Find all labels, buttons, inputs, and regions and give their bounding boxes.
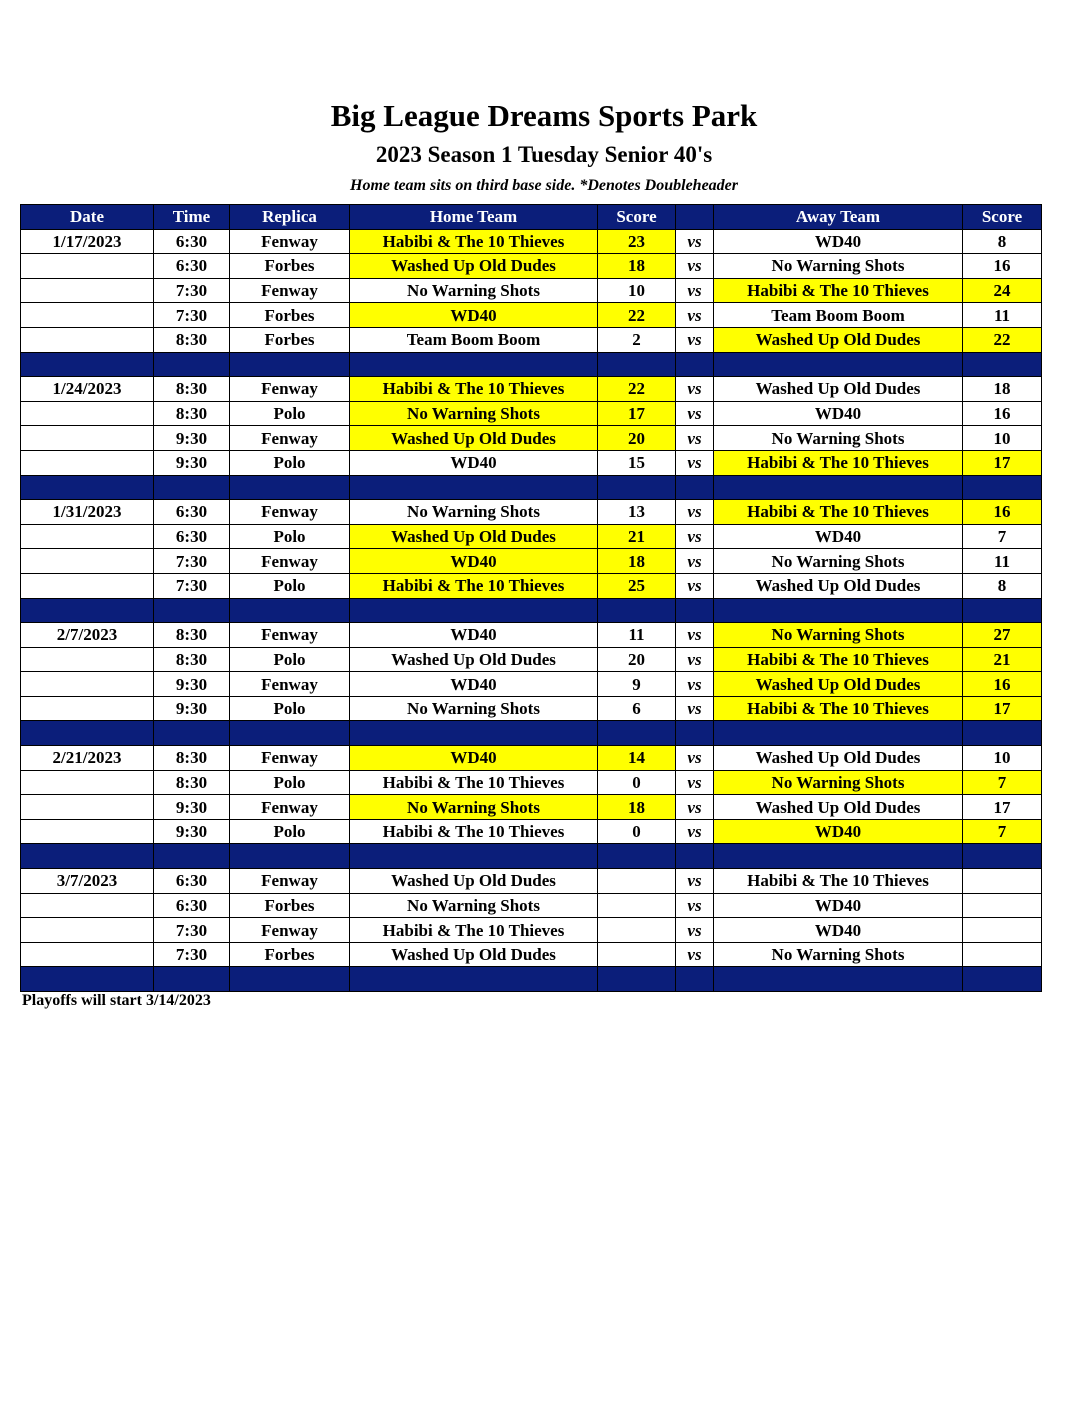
away-score: 17 [963, 450, 1042, 475]
separator-cell [350, 475, 598, 500]
footer-note: Playoffs will start 3/14/2023 [22, 992, 211, 1009]
separator-cell [963, 721, 1042, 746]
away-score: 16 [963, 672, 1042, 697]
game-time: 7:30 [154, 573, 230, 598]
home-team: WD40 [350, 303, 598, 328]
game-date: 1/17/2023 [21, 229, 154, 254]
away-team: WD40 [714, 893, 963, 918]
game-replica: Forbes [230, 893, 350, 918]
home-team: Washed Up Old Dudes [350, 254, 598, 279]
game-row [21, 327, 1042, 352]
separator-cell [963, 598, 1042, 623]
home-score: 9 [598, 672, 676, 697]
away-score: 17 [963, 696, 1042, 721]
home-score: 18 [598, 254, 676, 279]
game-date [21, 647, 154, 672]
separator-cell [350, 967, 598, 992]
game-replica: Fenway [230, 918, 350, 943]
game-time: 9:30 [154, 450, 230, 475]
away-score: 7 [963, 819, 1042, 844]
home-score: 20 [598, 647, 676, 672]
separator-cell [963, 844, 1042, 869]
separator-cell [21, 598, 154, 623]
game-replica: Fenway [230, 746, 350, 771]
game-time: 9:30 [154, 672, 230, 697]
home-score [598, 918, 676, 943]
game-row [21, 770, 1042, 795]
away-score [963, 869, 1042, 894]
home-score: 20 [598, 426, 676, 451]
away-score: 16 [963, 401, 1042, 426]
away-score: 22 [963, 327, 1042, 352]
vs-label: vs [676, 672, 714, 697]
schedule-table [20, 204, 1042, 992]
separator-cell [21, 352, 154, 377]
game-date [21, 696, 154, 721]
away-score: 17 [963, 795, 1042, 820]
vs-label: vs [676, 623, 714, 648]
vs-label: vs [676, 303, 714, 328]
away-score: 27 [963, 623, 1042, 648]
week-separator-row [21, 352, 1042, 377]
game-date [21, 278, 154, 303]
game-time: 6:30 [154, 893, 230, 918]
separator-cell [714, 721, 963, 746]
home-team: No Warning Shots [350, 278, 598, 303]
away-team: No Warning Shots [714, 254, 963, 279]
week-separator-row [21, 598, 1042, 623]
col-header-time: Time [154, 205, 230, 230]
separator-cell [154, 475, 230, 500]
game-replica: Polo [230, 696, 350, 721]
game-row [21, 524, 1042, 549]
home-score [598, 869, 676, 894]
week-separator-row [21, 721, 1042, 746]
separator-cell [21, 844, 154, 869]
game-date [21, 426, 154, 451]
home-team: Habibi & The 10 Thieves [350, 377, 598, 402]
game-row [21, 450, 1042, 475]
away-team: No Warning Shots [714, 770, 963, 795]
game-time: 9:30 [154, 426, 230, 451]
away-team: No Warning Shots [714, 623, 963, 648]
col-header-home-score: Score [598, 205, 676, 230]
separator-cell [21, 475, 154, 500]
away-team: Washed Up Old Dudes [714, 327, 963, 352]
vs-label: vs [676, 942, 714, 967]
away-score: 11 [963, 303, 1042, 328]
game-replica: Fenway [230, 672, 350, 697]
away-score: 24 [963, 278, 1042, 303]
home-score: 23 [598, 229, 676, 254]
game-replica: Fenway [230, 278, 350, 303]
col-header-date: Date [21, 205, 154, 230]
game-row [21, 819, 1042, 844]
game-replica: Fenway [230, 869, 350, 894]
game-date [21, 524, 154, 549]
home-team: No Warning Shots [350, 696, 598, 721]
game-replica: Polo [230, 524, 350, 549]
game-replica: Fenway [230, 426, 350, 451]
away-score [963, 942, 1042, 967]
away-team: Washed Up Old Dudes [714, 746, 963, 771]
vs-label: vs [676, 869, 714, 894]
game-time: 8:30 [154, 746, 230, 771]
away-team: WD40 [714, 401, 963, 426]
game-time: 7:30 [154, 303, 230, 328]
home-team: Washed Up Old Dudes [350, 942, 598, 967]
home-score: 15 [598, 450, 676, 475]
away-score: 18 [963, 377, 1042, 402]
game-date [21, 893, 154, 918]
game-row [21, 647, 1042, 672]
game-time: 9:30 [154, 795, 230, 820]
game-time: 8:30 [154, 647, 230, 672]
home-score: 25 [598, 573, 676, 598]
home-score: 17 [598, 401, 676, 426]
game-row [21, 549, 1042, 574]
separator-cell [154, 598, 230, 623]
game-time: 8:30 [154, 377, 230, 402]
separator-cell [350, 721, 598, 746]
home-team: WD40 [350, 623, 598, 648]
game-row [21, 942, 1042, 967]
separator-cell [230, 967, 350, 992]
game-date: 1/24/2023 [21, 377, 154, 402]
game-time: 8:30 [154, 623, 230, 648]
week-separator-row [21, 844, 1042, 869]
vs-label: vs [676, 795, 714, 820]
home-team: WD40 [350, 746, 598, 771]
game-row [21, 377, 1042, 402]
page-title: Big League Dreams Sports Park [330, 98, 758, 133]
game-date: 2/7/2023 [21, 623, 154, 648]
away-score: 21 [963, 647, 1042, 672]
col-header-away-team: Away Team [714, 205, 963, 230]
separator-cell [676, 844, 714, 869]
separator-cell [676, 967, 714, 992]
separator-cell [598, 721, 676, 746]
home-team: Washed Up Old Dudes [350, 426, 598, 451]
separator-cell [676, 598, 714, 623]
separator-cell [154, 967, 230, 992]
separator-cell [598, 967, 676, 992]
home-team: Habibi & The 10 Thieves [350, 819, 598, 844]
home-score: 2 [598, 327, 676, 352]
home-score: 21 [598, 524, 676, 549]
separator-cell [598, 598, 676, 623]
vs-label: vs [676, 918, 714, 943]
away-team: Habibi & The 10 Thieves [714, 450, 963, 475]
game-time: 6:30 [154, 524, 230, 549]
col-header-replica: Replica [230, 205, 350, 230]
vs-label: vs [676, 549, 714, 574]
home-score: 18 [598, 549, 676, 574]
vs-label: vs [676, 696, 714, 721]
home-team: Habibi & The 10 Thieves [350, 229, 598, 254]
away-team: Team Boom Boom [714, 303, 963, 328]
vs-label: vs [676, 254, 714, 279]
separator-cell [154, 352, 230, 377]
game-row [21, 623, 1042, 648]
game-date [21, 303, 154, 328]
separator-cell [963, 475, 1042, 500]
separator-cell [350, 352, 598, 377]
home-score: 22 [598, 377, 676, 402]
game-date: 1/31/2023 [21, 500, 154, 525]
separator-cell [230, 475, 350, 500]
game-date [21, 672, 154, 697]
game-row [21, 918, 1042, 943]
home-score: 10 [598, 278, 676, 303]
game-time: 6:30 [154, 869, 230, 894]
separator-cell [676, 475, 714, 500]
separator-cell [154, 844, 230, 869]
away-score: 8 [963, 229, 1042, 254]
separator-cell [21, 721, 154, 746]
game-row [21, 500, 1042, 525]
game-replica: Polo [230, 401, 350, 426]
home-score: 0 [598, 819, 676, 844]
game-replica: Forbes [230, 327, 350, 352]
separator-cell [598, 475, 676, 500]
vs-label: vs [676, 327, 714, 352]
col-header-home-team: Home Team [350, 205, 598, 230]
vs-label: vs [676, 819, 714, 844]
away-score: 10 [963, 426, 1042, 451]
home-team: No Warning Shots [350, 795, 598, 820]
game-date [21, 573, 154, 598]
home-team: Habibi & The 10 Thieves [350, 770, 598, 795]
page-subtitle: 2023 Season 1 Tuesday Senior 40's [375, 142, 713, 167]
away-team: Habibi & The 10 Thieves [714, 696, 963, 721]
game-row [21, 573, 1042, 598]
game-date [21, 918, 154, 943]
home-score [598, 893, 676, 918]
game-replica: Polo [230, 450, 350, 475]
vs-label: vs [676, 500, 714, 525]
away-score: 10 [963, 746, 1042, 771]
game-replica: Forbes [230, 254, 350, 279]
game-time: 7:30 [154, 278, 230, 303]
separator-cell [714, 598, 963, 623]
away-team: Habibi & The 10 Thieves [714, 500, 963, 525]
vs-label: vs [676, 229, 714, 254]
game-replica: Polo [230, 573, 350, 598]
separator-cell [350, 598, 598, 623]
game-time: 7:30 [154, 918, 230, 943]
week-separator-row [21, 967, 1042, 992]
game-row [21, 426, 1042, 451]
home-score: 6 [598, 696, 676, 721]
separator-cell [230, 352, 350, 377]
week-separator-row [21, 475, 1042, 500]
game-date [21, 795, 154, 820]
away-team: Washed Up Old Dudes [714, 377, 963, 402]
game-row [21, 893, 1042, 918]
separator-cell [963, 967, 1042, 992]
col-header-away-score: Score [963, 205, 1042, 230]
away-score: 16 [963, 254, 1042, 279]
game-row [21, 278, 1042, 303]
game-time: 9:30 [154, 696, 230, 721]
schedule-body [21, 229, 1042, 991]
game-date: 2/21/2023 [21, 746, 154, 771]
vs-label: vs [676, 770, 714, 795]
vs-label: vs [676, 524, 714, 549]
away-team: Habibi & The 10 Thieves [714, 278, 963, 303]
game-date [21, 549, 154, 574]
game-row [21, 696, 1042, 721]
separator-cell [230, 844, 350, 869]
separator-cell [21, 967, 154, 992]
away-score [963, 918, 1042, 943]
game-replica: Forbes [230, 942, 350, 967]
away-team: Washed Up Old Dudes [714, 672, 963, 697]
vs-label: vs [676, 377, 714, 402]
away-score: 16 [963, 500, 1042, 525]
game-row [21, 303, 1042, 328]
game-replica: Fenway [230, 229, 350, 254]
home-team: No Warning Shots [350, 893, 598, 918]
vs-label: vs [676, 893, 714, 918]
game-time: 6:30 [154, 254, 230, 279]
separator-cell [714, 475, 963, 500]
vs-label: vs [676, 450, 714, 475]
away-team: Washed Up Old Dudes [714, 795, 963, 820]
separator-cell [676, 352, 714, 377]
home-team: Habibi & The 10 Thieves [350, 918, 598, 943]
game-date: 3/7/2023 [21, 869, 154, 894]
home-score: 13 [598, 500, 676, 525]
game-replica: Fenway [230, 795, 350, 820]
home-score: 14 [598, 746, 676, 771]
game-time: 9:30 [154, 819, 230, 844]
separator-cell [963, 352, 1042, 377]
away-score: 8 [963, 573, 1042, 598]
game-replica: Polo [230, 819, 350, 844]
game-replica: Forbes [230, 303, 350, 328]
game-time: 6:30 [154, 500, 230, 525]
home-team: Washed Up Old Dudes [350, 869, 598, 894]
game-date [21, 401, 154, 426]
separator-cell [598, 352, 676, 377]
game-date [21, 254, 154, 279]
separator-cell [350, 844, 598, 869]
home-score: 0 [598, 770, 676, 795]
away-team: WD40 [714, 524, 963, 549]
home-team: No Warning Shots [350, 500, 598, 525]
col-header-vs [676, 205, 714, 230]
away-team: No Warning Shots [714, 942, 963, 967]
game-date [21, 327, 154, 352]
home-score [598, 942, 676, 967]
game-replica: Fenway [230, 500, 350, 525]
game-row [21, 795, 1042, 820]
header-note: Home team sits on third base side. *Denotes Doubleheader [350, 177, 738, 194]
game-row [21, 672, 1042, 697]
separator-cell [230, 721, 350, 746]
game-time: 8:30 [154, 327, 230, 352]
separator-cell [714, 844, 963, 869]
separator-cell [230, 598, 350, 623]
home-team: WD40 [350, 549, 598, 574]
game-row [21, 746, 1042, 771]
separator-cell [154, 721, 230, 746]
header-row [21, 205, 1042, 230]
game-row [21, 401, 1042, 426]
game-replica: Fenway [230, 377, 350, 402]
away-team: No Warning Shots [714, 426, 963, 451]
game-time: 7:30 [154, 942, 230, 967]
away-team: Habibi & The 10 Thieves [714, 869, 963, 894]
home-score: 11 [598, 623, 676, 648]
game-row [21, 254, 1042, 279]
home-score: 22 [598, 303, 676, 328]
game-replica: Polo [230, 770, 350, 795]
game-date [21, 819, 154, 844]
vs-label: vs [676, 573, 714, 598]
away-team: WD40 [714, 918, 963, 943]
away-score: 7 [963, 770, 1042, 795]
vs-label: vs [676, 426, 714, 451]
game-row [21, 229, 1042, 254]
game-date [21, 942, 154, 967]
home-team: Washed Up Old Dudes [350, 647, 598, 672]
away-score: 7 [963, 524, 1042, 549]
home-team: WD40 [350, 672, 598, 697]
home-score: 18 [598, 795, 676, 820]
game-date [21, 770, 154, 795]
game-time: 6:30 [154, 229, 230, 254]
vs-label: vs [676, 647, 714, 672]
home-team: WD40 [350, 450, 598, 475]
separator-cell [714, 352, 963, 377]
away-score: 11 [963, 549, 1042, 574]
separator-cell [598, 844, 676, 869]
separator-cell [676, 721, 714, 746]
game-time: 8:30 [154, 770, 230, 795]
game-replica: Fenway [230, 623, 350, 648]
game-time: 7:30 [154, 549, 230, 574]
away-team: Washed Up Old Dudes [714, 573, 963, 598]
vs-label: vs [676, 278, 714, 303]
game-time: 8:30 [154, 401, 230, 426]
away-team: Habibi & The 10 Thieves [714, 647, 963, 672]
away-team: WD40 [714, 819, 963, 844]
away-team: No Warning Shots [714, 549, 963, 574]
separator-cell [714, 967, 963, 992]
game-row [21, 869, 1042, 894]
home-team: Team Boom Boom [350, 327, 598, 352]
game-replica: Polo [230, 647, 350, 672]
home-team: Washed Up Old Dudes [350, 524, 598, 549]
game-date [21, 450, 154, 475]
home-team: Habibi & The 10 Thieves [350, 573, 598, 598]
vs-label: vs [676, 401, 714, 426]
away-team: WD40 [714, 229, 963, 254]
vs-label: vs [676, 746, 714, 771]
game-replica: Fenway [230, 549, 350, 574]
home-team: No Warning Shots [350, 401, 598, 426]
away-score [963, 893, 1042, 918]
